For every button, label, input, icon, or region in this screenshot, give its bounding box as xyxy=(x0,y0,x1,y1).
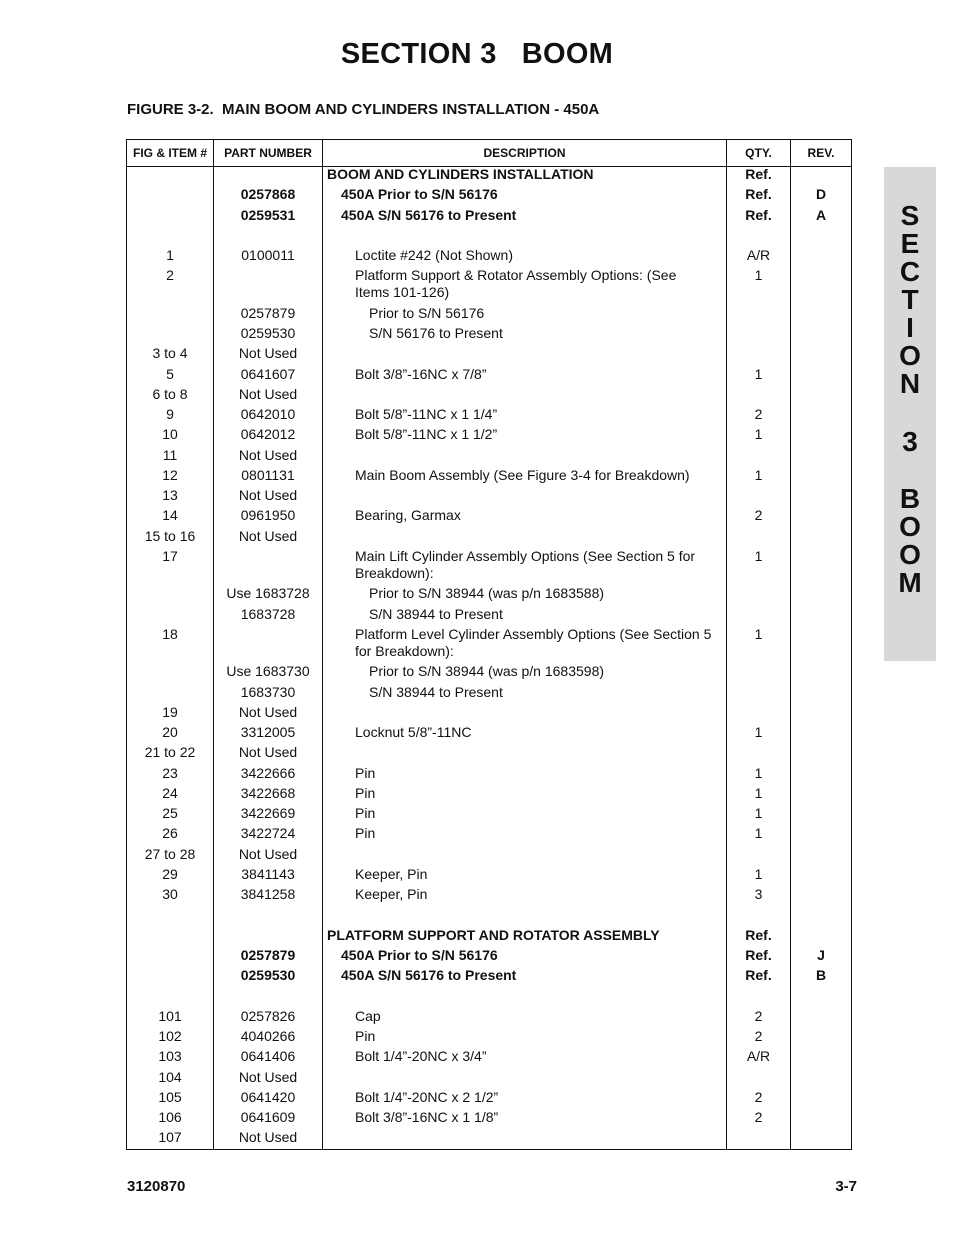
qty-cell: 1 xyxy=(754,825,763,841)
side-tab-letter: S xyxy=(900,200,920,231)
part-number-cell: Use 1683730 xyxy=(226,663,310,679)
description-cell: Pin xyxy=(355,765,376,781)
description-cell: Bolt 1/4”-20NC x 3/4” xyxy=(355,1048,487,1064)
rev-cell: B xyxy=(815,967,827,983)
description-cell: Pin xyxy=(355,785,376,801)
parts-table xyxy=(126,139,852,1150)
description-cell: Keeper, Pin xyxy=(355,866,428,882)
description-cell: PLATFORM SUPPORT AND ROTATOR ASSEMBLY xyxy=(327,927,660,943)
fig-item-cell: 15 to 16 xyxy=(144,528,196,544)
part-number-cell: Not Used xyxy=(238,1069,298,1085)
qty-cell: 2 xyxy=(754,1089,763,1105)
qty-cell: 1 xyxy=(754,724,763,740)
description-cell: Main Lift Cylinder Assembly Options (See Section 5 for Breakdown): xyxy=(355,548,696,581)
part-number-cell: Not Used xyxy=(238,1129,298,1145)
qty-cell: 1 xyxy=(754,805,763,821)
fig-item-cell: 12 xyxy=(162,467,178,483)
side-tab-letter: E xyxy=(900,228,920,259)
qty-cell: 1 xyxy=(754,267,763,283)
description-cell: Cap xyxy=(355,1008,381,1024)
fig-item-cell: 102 xyxy=(158,1028,182,1044)
fig-item-cell: 19 xyxy=(162,704,178,720)
description-cell: Prior to S/N 38944 (was p/n 1683588) xyxy=(369,585,605,601)
header-fig-item: FIG & ITEM # xyxy=(132,146,207,160)
fig-item-cell: 23 xyxy=(162,765,178,781)
fig-item-cell: 26 xyxy=(162,825,178,841)
side-tab-letter: N xyxy=(899,368,921,399)
side-tab-letter: 3 xyxy=(902,426,918,457)
fig-item-cell: 103 xyxy=(158,1048,182,1064)
description-cell: Pin xyxy=(355,805,376,821)
rev-cell: J xyxy=(817,947,825,963)
side-tab-letter: T xyxy=(901,284,919,315)
side-tab-letter: C xyxy=(899,256,921,287)
qty-cell: 2 xyxy=(754,1008,763,1024)
part-number-cell: 0257868 xyxy=(240,186,296,202)
part-number-cell: Not Used xyxy=(238,447,298,463)
description-cell: Prior to S/N 56176 xyxy=(369,305,485,321)
part-number-cell: 3422669 xyxy=(240,805,296,821)
header-rev: REV. xyxy=(807,146,835,160)
column-divider xyxy=(790,140,791,1149)
description-cell: Bolt 1/4”-20NC x 2 1/2” xyxy=(355,1089,499,1105)
part-number-cell: 3422724 xyxy=(240,825,296,841)
footer-document-number: 3120870 xyxy=(127,1178,186,1195)
fig-item-cell: 1 xyxy=(166,247,174,263)
description-cell: 450A S/N 56176 to Present xyxy=(341,207,517,223)
part-number-cell: 0801131 xyxy=(241,467,295,483)
description-cell: S/N 38944 to Present xyxy=(369,684,503,700)
side-tab-letter: O xyxy=(899,511,921,542)
part-number-cell: 3422668 xyxy=(240,785,296,801)
description-cell: 450A S/N 56176 to Present xyxy=(341,967,517,983)
description-cell: Prior to S/N 38944 (was p/n 1683598) xyxy=(369,663,605,679)
description-cell: Pin xyxy=(355,1028,376,1044)
fig-item-cell: 11 xyxy=(162,447,178,463)
qty-cell: Ref. xyxy=(745,207,772,223)
part-number-cell: 3312005 xyxy=(240,724,296,740)
qty-cell: 3 xyxy=(754,886,763,902)
qty-cell: Ref. xyxy=(745,967,772,983)
side-tab-letter: O xyxy=(899,539,921,570)
qty-cell: 2 xyxy=(754,507,763,523)
fig-item-cell: 17 xyxy=(162,548,178,564)
qty-cell: 1 xyxy=(754,426,763,442)
description-cell: Bolt 5/8”-11NC x 1 1/4” xyxy=(355,406,498,422)
description-cell: Pin xyxy=(355,825,376,841)
description-cell: Locknut 5/8”-11NC xyxy=(355,724,472,740)
part-number-cell: Not Used xyxy=(238,386,298,402)
qty-cell: Ref. xyxy=(745,947,772,963)
description-cell: 450A Prior to S/N 56176 xyxy=(341,947,498,963)
description-cell: S/N 38944 to Present xyxy=(369,606,503,622)
description-cell: Bearing, Garmax xyxy=(355,507,461,523)
description-cell: S/N 56176 to Present xyxy=(369,325,503,341)
part-number-cell: Not Used xyxy=(238,528,298,544)
qty-cell: 1 xyxy=(754,467,763,483)
qty-cell: 1 xyxy=(754,765,763,781)
part-number-cell: 3422666 xyxy=(240,765,296,781)
header-description: DESCRIPTION xyxy=(483,146,566,160)
fig-item-cell: 105 xyxy=(158,1089,182,1105)
part-number-cell: 0259531 xyxy=(240,207,296,223)
fig-item-cell: 13 xyxy=(162,487,178,503)
qty-cell: A/R xyxy=(746,247,771,263)
rev-cell: A xyxy=(815,207,827,223)
part-number-cell: Use 1683728 xyxy=(226,585,310,601)
fig-item-cell: 10 xyxy=(162,426,178,442)
part-number-cell: 4040266 xyxy=(240,1028,296,1044)
qty-cell: 2 xyxy=(754,406,763,422)
fig-item-cell: 30 xyxy=(162,886,178,902)
column-divider xyxy=(213,140,214,1149)
part-number-cell: 0641609 xyxy=(240,1109,296,1125)
qty-cell: 1 xyxy=(754,548,763,564)
part-number-cell: 0641420 xyxy=(240,1089,296,1105)
side-tab-letter: O xyxy=(899,340,921,371)
part-number-cell: 1683728 xyxy=(240,606,296,622)
part-number-cell: Not Used xyxy=(238,345,298,361)
part-number-cell: 0642012 xyxy=(240,426,296,442)
description-cell: Bolt 5/8”-11NC x 1 1/2” xyxy=(355,426,498,442)
part-number-cell: 0961950 xyxy=(240,507,296,523)
fig-item-cell: 5 xyxy=(166,366,174,382)
part-number-cell: 0257879 xyxy=(240,305,296,321)
side-tab-letter: I xyxy=(906,312,914,343)
fig-item-cell: 3 to 4 xyxy=(152,345,188,361)
part-number-cell: 0257826 xyxy=(240,1008,296,1024)
figure-title: FIGURE 3-2. MAIN BOOM AND CYLINDERS INSTALLATION - 450A xyxy=(127,101,600,118)
footer-page-number: 3-7 xyxy=(835,1178,857,1195)
qty-cell: Ref. xyxy=(745,166,772,182)
description-cell: 450A Prior to S/N 56176 xyxy=(341,186,498,202)
qty-cell: 1 xyxy=(754,866,763,882)
qty-cell: Ref. xyxy=(745,186,772,202)
fig-item-cell: 21 to 22 xyxy=(144,744,196,760)
description-cell: Bolt 3/8”-16NC x 1 1/8” xyxy=(355,1109,499,1125)
part-number-cell: Not Used xyxy=(238,846,298,862)
description-cell: Bolt 3/8”-16NC x 7/8” xyxy=(355,366,487,382)
rev-cell: D xyxy=(815,186,827,202)
description-cell: Platform Support & Rotator Assembly Options: (See Items 101-126) xyxy=(355,267,677,300)
qty-cell: 1 xyxy=(754,785,763,801)
column-divider xyxy=(726,140,727,1149)
section-side-tab xyxy=(884,167,936,661)
part-number-cell: 0259530 xyxy=(240,967,296,983)
fig-item-cell: 27 to 28 xyxy=(144,846,196,862)
fig-item-cell: 9 xyxy=(166,406,174,422)
fig-item-cell: 6 to 8 xyxy=(152,386,188,402)
part-number-cell: 0641406 xyxy=(240,1048,296,1064)
header-part-number: PART NUMBER xyxy=(224,146,312,160)
part-number-cell: Not Used xyxy=(238,704,298,720)
part-number-cell: 0100011 xyxy=(241,247,295,263)
description-cell: Loctite #242 (Not Shown) xyxy=(355,247,513,263)
description-cell: Main Boom Assembly (See Figure 3-4 for Breakdown) xyxy=(355,467,690,483)
part-number-cell: Not Used xyxy=(238,744,298,760)
fig-item-cell: 107 xyxy=(158,1129,182,1145)
part-number-cell: 0641607 xyxy=(240,366,296,382)
part-number-cell: Not Used xyxy=(238,487,298,503)
column-divider xyxy=(322,140,323,1149)
fig-item-cell: 29 xyxy=(162,866,178,882)
part-number-cell: 0257879 xyxy=(240,947,296,963)
qty-cell: Ref. xyxy=(745,927,772,943)
fig-item-cell: 24 xyxy=(162,785,178,801)
qty-cell: 1 xyxy=(754,366,763,382)
fig-item-cell: 14 xyxy=(162,507,178,523)
fig-item-cell: 18 xyxy=(162,626,178,642)
qty-cell: 1 xyxy=(754,626,763,642)
section-title: SECTION 3 BOOM xyxy=(340,38,614,70)
qty-cell: 2 xyxy=(754,1028,763,1044)
fig-item-cell: 20 xyxy=(162,724,178,740)
part-number-cell: 1683730 xyxy=(240,684,296,700)
fig-item-cell: 101 xyxy=(158,1008,182,1024)
side-tab-letter: M xyxy=(898,567,922,598)
qty-cell: 2 xyxy=(754,1109,763,1125)
fig-item-cell: 2 xyxy=(166,267,174,283)
qty-cell: A/R xyxy=(746,1048,771,1064)
part-number-cell: 0259530 xyxy=(240,325,296,341)
side-tab-letter: B xyxy=(899,483,921,514)
fig-item-cell: 104 xyxy=(158,1069,182,1085)
description-cell: Platform Level Cylinder Assembly Options (See Section 5 for Breakdown): xyxy=(355,626,712,659)
fig-item-cell: 25 xyxy=(162,805,178,821)
part-number-cell: 3841143 xyxy=(241,866,295,882)
part-number-cell: 0642010 xyxy=(240,406,296,422)
part-number-cell: 3841258 xyxy=(240,886,296,902)
description-cell: Keeper, Pin xyxy=(355,886,428,902)
description-cell: BOOM AND CYLINDERS INSTALLATION xyxy=(327,166,594,182)
fig-item-cell: 106 xyxy=(158,1109,182,1125)
header-qty: QTY. xyxy=(745,146,772,160)
